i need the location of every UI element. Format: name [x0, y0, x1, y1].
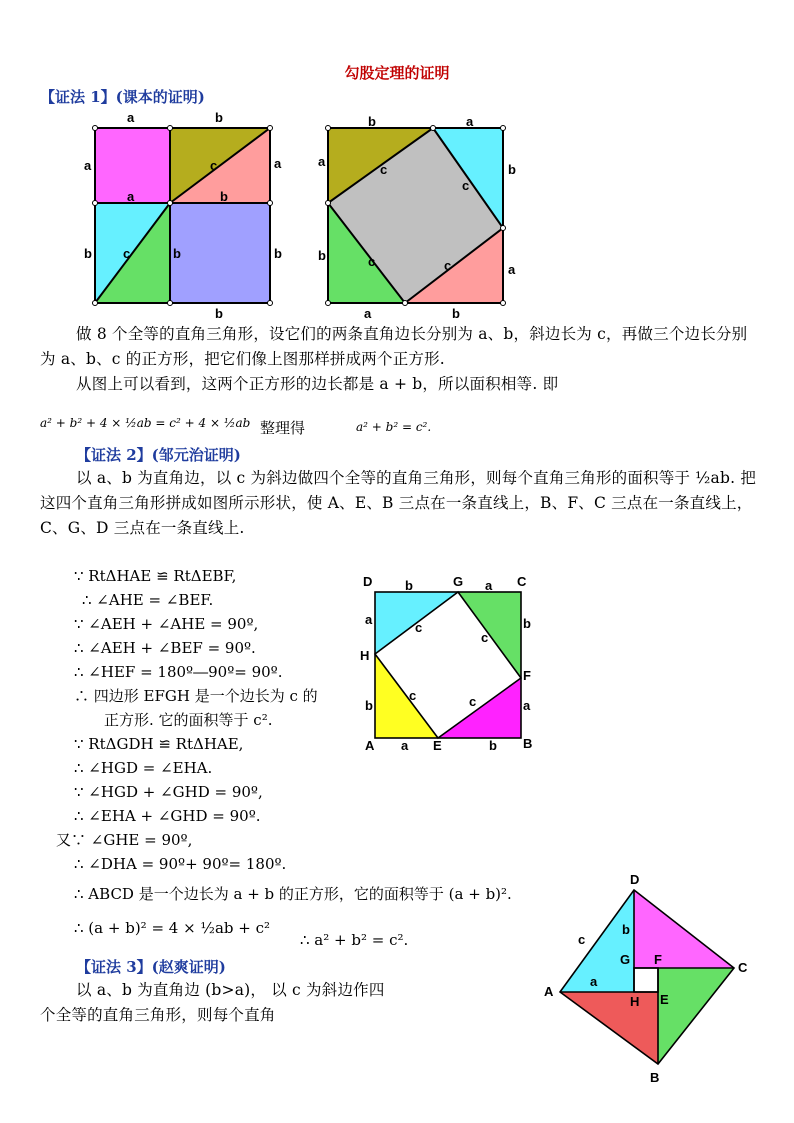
proof3-paragraph: 以 a、b 为直角边 (b>a)， 以 c 为斜边作四个全等的直角三角形，则每个直角 — [40, 981, 385, 1024]
label-a: a — [274, 156, 282, 171]
page-title: 勾股定理的证明 — [344, 64, 450, 82]
proof-step: ∴ ∠HEF = 180º―90º= 90º. — [74, 663, 283, 681]
label-b: b — [405, 578, 413, 593]
label-c: c — [481, 630, 489, 645]
label-c: c — [444, 258, 452, 273]
proof1-formula: a² + b² + 4 × ½ab = c² + 4 × ½ab — [40, 416, 251, 430]
label-b: b — [365, 698, 373, 713]
label-b: b — [523, 616, 531, 631]
proof-step: ∴ ABCD 是一个边长为 a + b 的正方形，它的面积等于 (a + b)². — [74, 885, 512, 903]
square-b — [170, 203, 270, 303]
label-a: a — [127, 189, 135, 204]
proof1-result: a² + b² = c². — [356, 420, 432, 434]
point-c: C — [517, 574, 527, 589]
label-a: a — [485, 578, 493, 593]
label-c: c — [578, 932, 586, 947]
label-b: b — [84, 246, 92, 261]
label-b: b — [622, 922, 630, 937]
point-a: A — [365, 738, 375, 753]
point-g: G — [453, 574, 464, 589]
proof1-heading: 【证法 1】(课本的证明) — [40, 88, 205, 106]
label-a: a — [84, 158, 92, 173]
label-a: a — [127, 110, 135, 125]
proof1-figure — [70, 108, 550, 321]
label-b: b — [318, 248, 326, 263]
proof-step: ∴ ∠AHE = ∠BEF. — [82, 591, 214, 609]
label-b: b — [368, 114, 376, 129]
label-a: a — [523, 698, 531, 713]
label-a: a — [364, 306, 372, 321]
proof-step: ∴ (a + b)² = 4 × ½ab + c² — [74, 919, 271, 937]
point-f: F — [523, 668, 531, 683]
point-f: F — [654, 952, 662, 967]
proof3-heading: 【证法 3】(赵爽证明) — [76, 958, 226, 976]
proof3-figure — [538, 868, 758, 1088]
point-d: D — [630, 872, 640, 887]
label-a: a — [466, 114, 474, 129]
label-b: b — [274, 246, 282, 261]
proof2-heading: 【证法 2】(邹元治证明) — [76, 446, 241, 464]
point-b: B — [650, 1070, 660, 1085]
point-g: G — [620, 952, 631, 967]
label-a: a — [365, 612, 373, 627]
proof-step: ∴ ∠EHA + ∠GHD = 90º. — [74, 807, 261, 825]
proof1-paragraph: 做 8 个全等的直角三角形，设它们的两条直角边长分别为 a、b，斜边长为 c，再做三个边长分别为 a、b、c 的正方形，把它们像上图那样拼成两个正方形. — [40, 325, 748, 368]
proof-step: ∵ ∠HGD + ∠GHD = 90º, — [74, 783, 263, 801]
point-a: A — [544, 984, 554, 999]
point-e: E — [433, 738, 442, 753]
proof-step: ∴ 四边形 EFGH 是一个边长为 c 的 — [74, 687, 318, 705]
proof-step: ∴ ∠HGD = ∠EHA. — [74, 759, 213, 777]
label-b: b — [508, 162, 516, 177]
proof-step: ∴ ∠DHA = 90º+ 90º= 180º. — [74, 855, 287, 873]
label-a: a — [401, 738, 409, 753]
label-c: c — [469, 694, 477, 709]
label-a: a — [508, 262, 516, 277]
proof-step: ∴ ∠AEH + ∠BEF = 90º. — [74, 639, 256, 657]
point-d: D — [363, 574, 373, 589]
proof-step: 又∵ ∠GHE = 90º, — [56, 831, 193, 849]
point-b: B — [523, 736, 533, 751]
label-c: c — [409, 688, 417, 703]
proof-step: ∵ RtΔGDH ≌ RtΔHAE, — [74, 735, 244, 753]
point-h: H — [630, 994, 640, 1009]
point-e: E — [660, 992, 669, 1007]
label-b: b — [489, 738, 497, 753]
label-c: c — [368, 254, 376, 269]
label-a: a — [318, 154, 326, 169]
label-c: c — [380, 162, 388, 177]
label-c: c — [210, 158, 218, 173]
label-b: b — [452, 306, 460, 321]
proof-step: ∴ a² + b² = c². — [300, 931, 409, 949]
label-b: b — [215, 110, 223, 125]
proof-step: ∵ ∠AEH + ∠AHE = 90º, — [74, 615, 259, 633]
proof-step: ∵ RtΔHAE ≌ RtΔEBF, — [74, 567, 237, 585]
label-b: b — [173, 246, 181, 261]
label-c: c — [123, 246, 131, 261]
label-b: b — [215, 306, 223, 321]
inner-square — [634, 968, 658, 992]
proof1-paragraph: 从图上可以看到，这两个正方形的边长都是 a + b，所以面积相等. 即 — [76, 375, 559, 393]
label-a: a — [590, 974, 598, 989]
point-h: H — [360, 648, 370, 663]
label-c: c — [462, 178, 470, 193]
proof-step: 正方形. 它的面积等于 c². — [104, 711, 273, 729]
proof2-paragraph: 以 a、b 为直角边，以 c 为斜边做四个全等的直角三角形，则每个直角三角形的面积等于 ½ab. 把这四个直角三角形拼成如图所示形状，使 A、E、B 三点在一条直线上，B、F、C 三点在一条直线上，C、G、D 三点在一条直线上. — [40, 469, 757, 537]
point-c: C — [738, 960, 748, 975]
label-c: c — [415, 620, 423, 635]
proof1-formula-label: 整理得 — [260, 419, 306, 437]
proof2-figure — [355, 572, 545, 754]
label-b: b — [220, 189, 228, 204]
